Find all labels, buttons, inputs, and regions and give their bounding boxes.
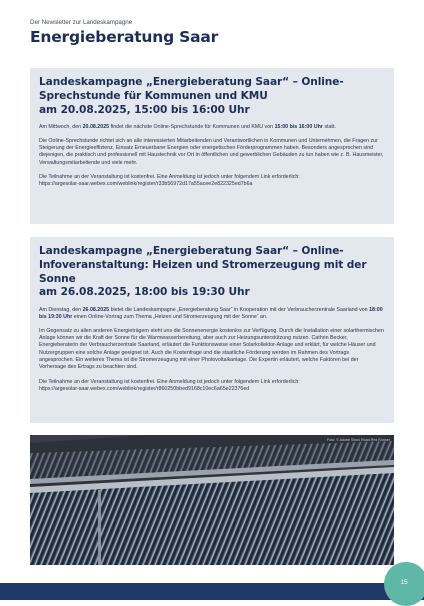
- newsletter-kicker: Der Newsletter zur Landeskampagne: [30, 19, 133, 26]
- photo-credit: Foto: © Adobe Stock Road Red Runner: [327, 438, 390, 442]
- article-body: Im Gegensatz zu allen anderen Energieträgern steht uns die Sonnenenergie kostenlos zur Verfügung. Durch die Installation einer solarthermischen Anlage können wir die Kraft der Sonne für die Warmwasserbereitung, aber auch zur Heizungsunterstützung nutzen. Cathrin Becker, Energieberaterin der Verbraucherzentrale Saarland, erläutert die Funktionsweise einer Solarkollektor-Anlage und erklärt, für welche Häuser und Nutzergruppen eine solche Anlage geeignet ist. Auch die Kostenfrage und die staatliche Förderung werden im Rahmen des Vortrags angesprochen. Ein weiteres Thema ist die Stromerzeugung mit einer Photovoltaikanlage. Die Expertin erläutert, welche Faktoren bei der Vorhersage des Ertrags zu beachten sind.: [39, 327, 384, 371]
- article-online-infoveranstaltung: [30, 237, 394, 423]
- event-date: 20.08.2025: [82, 124, 110, 131]
- article-intro: Am Dienstag, den 26.08.2025 bietet die Landeskampagne „Energieberatung Saar“ in Kooperation mit der Verbraucherzentrale Saarland von 18:00 bis 19:30 Uhr einen Online-Vortrag zum Thema „Heizen und Stromerzeugung mit der Sonne“ an.: [39, 307, 383, 321]
- article-intro: Am Mittwoch, den 20.08.2025 findet die nächste Online-Sprechstunde für Kommunen und KMU von 15:00 bis 16:00 Uhr statt.: [39, 124, 336, 131]
- page-number: 15: [400, 579, 408, 586]
- page-title: Energieberatung Saar: [30, 28, 219, 46]
- event-time: 18:00 bis 19:30 Uhr: [39, 307, 383, 321]
- article-online-sprechstunde: [30, 68, 394, 224]
- footer-bar: [0, 583, 424, 600]
- article-heading: [39, 76, 385, 117]
- registration-link[interactable]: https://argesolar-saar.webex.com/weblink/register/r33b56972d17a55acee2e822325ed7b6a: [39, 181, 253, 188]
- article-body: Die Online-Sprechstunde richtet sich an alle interessierten Mitarbeitenden und Verantwortlichen in Kommunen und Unternehmen, die Fragen zur Steigerung der Energieeffizienz, Einsatz Erneuerbarer Energien oder energetischen Förderprogrammen haben. Besonders angesprochen sind diejenigen, die praktisch und professionell mit Haustechnik vor Ort in öffentlichen und gewerblichen Gebäuden zu tun haben wie z. B. Hausmeister, Verwaltungsmitarbeitende und viele mehr.: [39, 137, 384, 166]
- article-heading: [39, 245, 385, 300]
- solar-collector-photo: [30, 435, 394, 565]
- heading-line: Sprechstunde für Kommunen und KMU: [39, 89, 268, 102]
- event-time: 15:00 bis 16:00 Uhr: [274, 124, 323, 131]
- heading-line: Landeskampagne „Energieberatung Saar“ – Online-: [39, 76, 344, 88]
- heading-line: Infoveranstaltung: Heizen und Stromerzeugung mit der Sonne: [39, 258, 367, 285]
- article-signup: Die Teilnahme an der Veranstaltung ist kostenfrei. Eine Anmeldung ist jedoch unter folgendem Link erforderlich: https://argesolar-saar.webex.com/weblink/register/r33b56972d17a55acee2e822325ed7b6a: [39, 173, 300, 188]
- heading-line: Landeskampagne „Energieberatung Saar“ – Online-: [39, 245, 344, 257]
- event-date: 26.08.2025: [82, 307, 110, 314]
- heading-date-line: am 20.08.2025, 15:00 bis 16:00 Uhr: [39, 103, 250, 116]
- article-signup: Die Teilnahme an der Veranstaltung ist kostenfrei. Eine Anmeldung ist jedoch unter folgendem Link erforderlich: https://argesolar-saar.webex.com/weblink/register/r860250bbed9168c10ec6a65e22376ed: [39, 378, 300, 392]
- heading-date-line: am 26.08.2025, 18:00 bis 19:30 Uhr: [39, 286, 250, 299]
- solar-collector-image: [30, 435, 394, 565]
- registration-link[interactable]: https://argesolar-saar.webex.com/weblink/register/r860250bbed9168c10ec6a65e22376ed: [39, 385, 250, 392]
